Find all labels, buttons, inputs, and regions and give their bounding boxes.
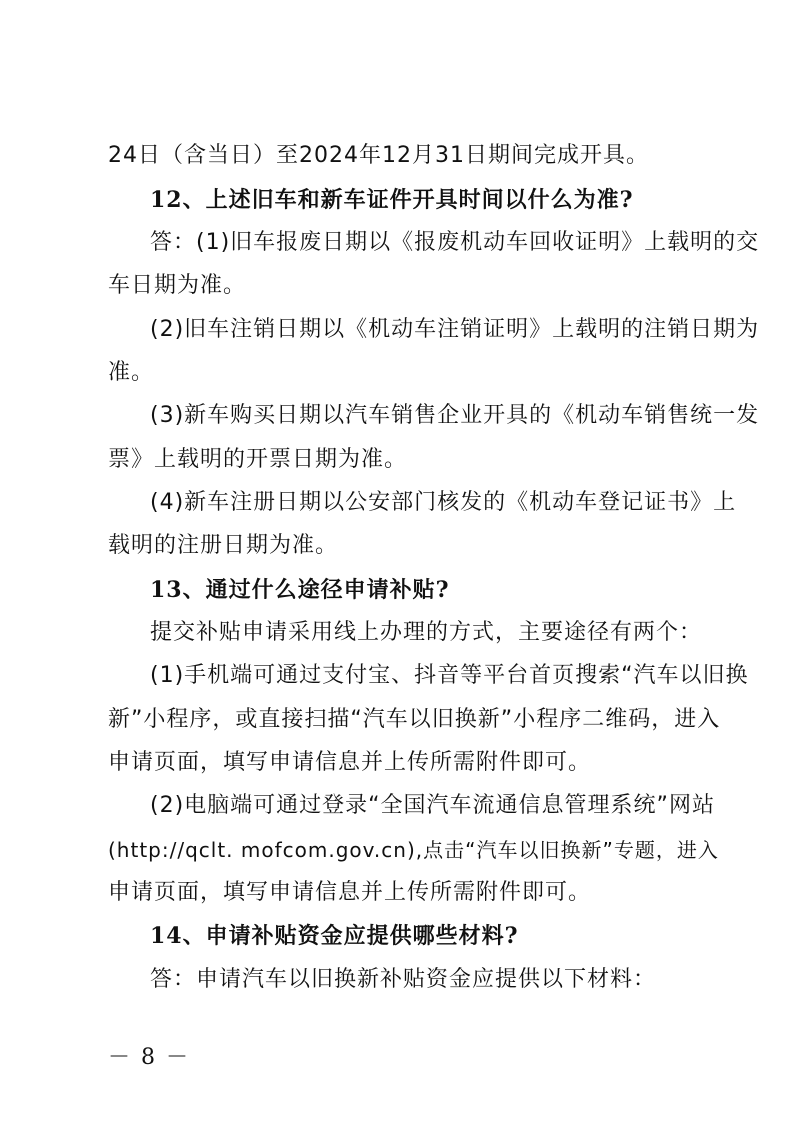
- question-heading: 12、上述旧车和新车证件开具时间以什么为准?: [150, 187, 634, 213]
- text-line: 24日（含当日）至2024年12月31日期间完成开具。: [108, 143, 649, 168]
- text-line: (2)旧车注销日期以《机动车注销证明》上载明的注销日期为: [150, 317, 760, 342]
- text-line: 票》上载明的开票日期为准。: [108, 447, 408, 472]
- text-line: 准。: [108, 360, 155, 385]
- question-heading: 14、申请补贴资金应提供哪些材料?: [150, 923, 519, 949]
- text-line: 新”小程序，或直接扫描“汽车以旧换新”小程序二维码，进入: [108, 707, 721, 732]
- text-line: 载明的注册日期为准。: [108, 533, 339, 558]
- text-line: 答：申请汽车以旧换新补贴资金应提供以下材料：: [150, 967, 657, 992]
- text-line: 申请页面，填写申请信息并上传所需附件即可。: [108, 880, 592, 905]
- text-line: (1)手机端可通过支付宝、抖音等平台首页搜索“汽车以旧换: [150, 663, 749, 688]
- text-line: 答：(1)旧车报废日期以《报废机动车回收证明》上载明的交: [150, 230, 760, 255]
- text-line: 提交补贴申请采用线上办理的方式，主要途径有两个：: [150, 620, 703, 645]
- question-heading: 13、通过什么途径申请补贴?: [150, 577, 450, 603]
- text-line: (2)电脑端可通过登录“全国汽车流通信息管理系统”网站: [150, 793, 715, 818]
- page-number: － 8 －: [108, 1045, 190, 1070]
- text-line: 申请页面，填写申请信息并上传所需附件即可。: [108, 750, 592, 775]
- text-line: (3)新车购买日期以汽车销售企业开具的《机动车销售统一发: [150, 403, 760, 428]
- text-line: 车日期为准。: [108, 273, 247, 298]
- text-line: (http://qclt. mofcom.gov.cn),点击“汽车以旧换新”专题，进入: [108, 838, 719, 862]
- text-line: (4)新车注册日期以公安部门核发的《机动车登记证书》上: [150, 490, 737, 515]
